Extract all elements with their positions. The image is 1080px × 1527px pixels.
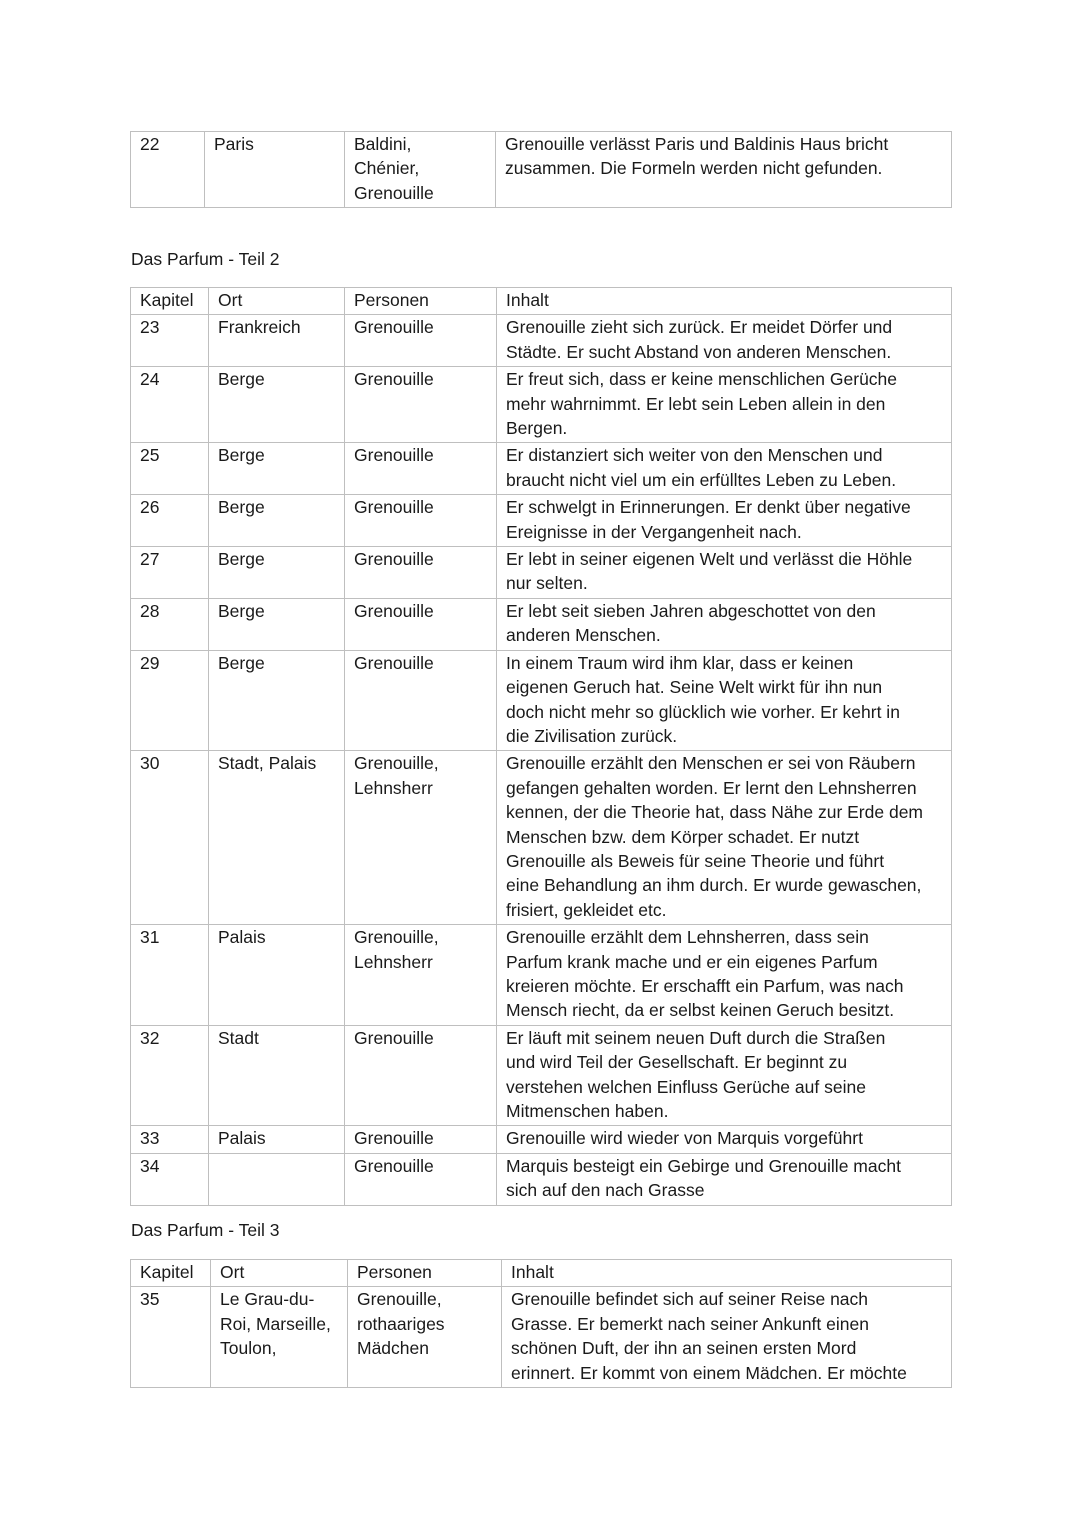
- place-cell: Palais: [209, 1126, 345, 1153]
- section-caption-teil-2: Das Parfum - Teil 2: [131, 249, 280, 269]
- table-row: [131, 443, 952, 495]
- persons-cell: Grenouille: [345, 650, 497, 751]
- chapter-cell: 34: [131, 1153, 209, 1205]
- content-cell: Grenouille verlässt Paris und Baldinis Haus bricht zusammen. Die Formeln werden nicht gefunden.: [496, 132, 952, 208]
- chapter-cell: 25: [131, 443, 209, 495]
- section-caption-teil-3: Das Parfum - Teil 3: [131, 1220, 280, 1240]
- table-header-row: [131, 288, 952, 315]
- table-row: [131, 547, 952, 599]
- persons-cell: Grenouille: [345, 1153, 497, 1205]
- chapter-cell: 22: [131, 132, 205, 208]
- chapter-cell: 31: [131, 925, 209, 1026]
- chapter-cell: 32: [131, 1025, 209, 1126]
- place-cell: Berge: [209, 547, 345, 599]
- header-content: Inhalt: [497, 288, 952, 315]
- header-place: Ort: [209, 288, 345, 315]
- table-row: [131, 132, 952, 208]
- persons-cell: Grenouille, Lehnsherr: [345, 751, 497, 925]
- chapter-cell: 29: [131, 650, 209, 751]
- place-cell: Berge: [209, 367, 345, 443]
- content-cell: Er lebt seit sieben Jahren abgeschottet von den anderen Menschen.: [497, 598, 952, 650]
- chapter-table-teil-1: [130, 131, 952, 208]
- table-row: [131, 1287, 952, 1388]
- content-cell: Grenouille wird wieder von Marquis vorgeführt: [497, 1126, 952, 1153]
- place-cell: Berge: [209, 443, 345, 495]
- place-cell: Le Grau-du- Roi, Marseille, Toulon,: [211, 1287, 348, 1388]
- content-cell: Grenouille erzählt den Menschen er sei von Räubern gefangen gehalten worden. Er lernt den Lehnsherren kennen, der die Theorie hat, dass Nähe zur Erde dem Menschen bzw. dem Körper schadet. Er nutzt Grenouille als Beweis für seine Theorie und führt eine Behandlung an ihm durch. Er wurde gewaschen, frisiert, gekleidet etc.: [497, 751, 952, 925]
- content-cell: Marquis besteigt ein Gebirge und Grenouille macht sich auf den nach Grasse: [497, 1153, 952, 1205]
- place-cell: Palais: [209, 925, 345, 1026]
- table-row: [131, 751, 952, 925]
- header-persons: Personen: [345, 288, 497, 315]
- persons-cell: Grenouille: [345, 1126, 497, 1153]
- persons-cell: Baldini, Chénier, Grenouille: [345, 132, 496, 208]
- table-row: [131, 925, 952, 1026]
- table-row: [131, 598, 952, 650]
- chapter-cell: 27: [131, 547, 209, 599]
- content-cell: Grenouille befindet sich auf seiner Reise nach Grasse. Er bemerkt nach seiner Ankunft einen schönen Duft, der ihn an seinen ersten Mord erinnert. Er kommt von einem Mädchen. Er möchte: [502, 1287, 952, 1388]
- place-cell: Stadt, Palais: [209, 751, 345, 925]
- persons-cell: Grenouille, Lehnsherr: [345, 925, 497, 1026]
- persons-cell: Grenouille: [345, 598, 497, 650]
- table-row: [131, 1025, 952, 1126]
- content-cell: Er freut sich, dass er keine menschlichen Gerüche mehr wahrnimmt. Er lebt sein Leben allein in den Bergen.: [497, 367, 952, 443]
- place-cell: Paris: [205, 132, 345, 208]
- place-cell: [209, 1153, 345, 1205]
- content-cell: Er schwelgt in Erinnerungen. Er denkt über negative Ereignisse in der Vergangenheit nach.: [497, 495, 952, 547]
- persons-cell: Grenouille, rothaariges Mädchen: [348, 1287, 502, 1388]
- persons-cell: Grenouille: [345, 1025, 497, 1126]
- persons-cell: Grenouille: [345, 547, 497, 599]
- chapter-cell: 28: [131, 598, 209, 650]
- chapter-table-teil-3: [130, 1259, 952, 1388]
- header-chapter: Kapitel: [131, 288, 209, 315]
- content-cell: Grenouille zieht sich zurück. Er meidet Dörfer und Städte. Er sucht Abstand von anderen Menschen.: [497, 315, 952, 367]
- table-row: [131, 650, 952, 751]
- chapter-table-teil-2: [130, 287, 952, 1206]
- place-cell: Stadt: [209, 1025, 345, 1126]
- content-cell: Grenouille erzählt dem Lehnsherren, dass sein Parfum krank mache und er ein eigenes Parfum kreieren möchte. Er erschafft ein Parfum, was nach Mensch riecht, da er selbst keinen Geruch besitzt.: [497, 925, 952, 1026]
- header-chapter: Kapitel: [131, 1260, 211, 1287]
- place-cell: Berge: [209, 598, 345, 650]
- chapter-cell: 26: [131, 495, 209, 547]
- header-persons: Personen: [348, 1260, 502, 1287]
- chapter-cell: 23: [131, 315, 209, 367]
- table-row: [131, 495, 952, 547]
- content-cell: Er distanziert sich weiter von den Menschen und braucht nicht viel um ein erfülltes Leben zu Leben.: [497, 443, 952, 495]
- persons-cell: Grenouille: [345, 315, 497, 367]
- persons-cell: Grenouille: [345, 367, 497, 443]
- chapter-cell: 24: [131, 367, 209, 443]
- persons-cell: Grenouille: [345, 495, 497, 547]
- place-cell: Berge: [209, 650, 345, 751]
- header-place: Ort: [211, 1260, 348, 1287]
- header-content: Inhalt: [502, 1260, 952, 1287]
- table-row: [131, 367, 952, 443]
- table-row: [131, 1126, 952, 1153]
- table-row: [131, 315, 952, 367]
- persons-cell: Grenouille: [345, 443, 497, 495]
- content-cell: Er läuft mit seinem neuen Duft durch die Straßen und wird Teil der Gesellschaft. Er beginnt zu verstehen welchen Einfluss Gerüche auf seine Mitmenschen haben.: [497, 1025, 952, 1126]
- chapter-cell: 35: [131, 1287, 211, 1388]
- table-row: [131, 1153, 952, 1205]
- chapter-cell: 33: [131, 1126, 209, 1153]
- place-cell: Frankreich: [209, 315, 345, 367]
- content-cell: Er lebt in seiner eigenen Welt und verlässt die Höhle nur selten.: [497, 547, 952, 599]
- place-cell: Berge: [209, 495, 345, 547]
- content-cell: In einem Traum wird ihm klar, dass er keinen eigenen Geruch hat. Seine Welt wirkt für ihn nun doch nicht mehr so glücklich wie vorher. Er kehrt in die Zivilisation zurück.: [497, 650, 952, 751]
- chapter-cell: 30: [131, 751, 209, 925]
- table-header-row: [131, 1260, 952, 1287]
